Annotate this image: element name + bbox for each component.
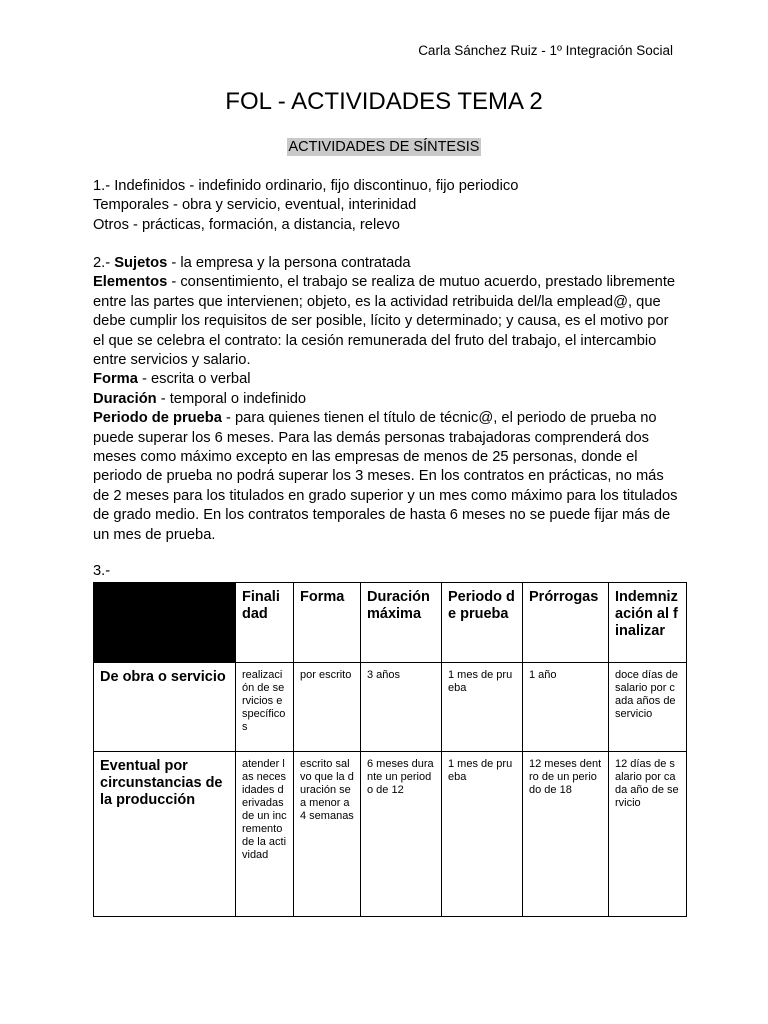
table-header-cell: Indemnización al finalizar bbox=[609, 583, 687, 663]
table-cell: 12 días de salario por cada año de servicio bbox=[609, 752, 687, 917]
answer-1-line-2: Temporales - obra y servicio, eventual, interinidad bbox=[93, 197, 417, 214]
table-header-cell: Finalidad bbox=[236, 583, 294, 663]
table-cell: 1 mes de prueba bbox=[442, 752, 523, 917]
table-row bbox=[94, 752, 687, 917]
forma-paragraph bbox=[93, 370, 683, 389]
elementos-label: Elementos bbox=[93, 274, 168, 291]
elementos-paragraph bbox=[93, 273, 683, 370]
answer-2 bbox=[93, 254, 683, 545]
document-title: FOL - ACTIVIDADES TEMA 2 bbox=[225, 88, 543, 115]
duracion-label: Duración bbox=[93, 390, 157, 407]
periodo-text: - para quienes tienen el título de técnic@, el periodo de prueba no puede superar los 6 meses. Para las demás personas trabajadoras comprenderá dos meses como máximo excepto en las empresas de menos de 25 personas, donde el periodo de prueba no podrá superar los 3 meses. En los contratos en prácticas, no más de 2 meses para los titulados en grado superior y un mes como máximo para los titulados de grado medio. En los contratos temporales de hasta 6 meses no se puede fijar más de un mes de prueba. bbox=[93, 410, 678, 543]
duracion-paragraph bbox=[93, 390, 683, 409]
periodo-paragraph bbox=[93, 409, 683, 545]
answer-1 bbox=[93, 177, 683, 235]
section-heading-text: ACTIVIDADES DE SÍNTESIS bbox=[288, 139, 480, 155]
answer-1-line-1: 1.- Indefinidos - indefinido ordinario, fijo discontinuo, fijo periodico bbox=[93, 178, 519, 194]
table-cell: por escrito bbox=[294, 663, 361, 752]
table-row-label: De obra o servicio bbox=[94, 663, 236, 752]
table-cell: 12 meses dentro de un periodo de 18 bbox=[523, 752, 609, 917]
table-row-label: Eventual por circunstancias de la producción bbox=[94, 752, 236, 917]
section-heading bbox=[0, 138, 768, 156]
table-header-cell: Periodo de prueba bbox=[442, 583, 523, 663]
table-cell: doce días de salario por cada años de servicio bbox=[609, 663, 687, 752]
table-cell: atender las necesidades derivadas de un incremento de la actividad bbox=[236, 752, 294, 917]
table-cell: escrito salvo que la duración sea menor a 4 semanas bbox=[294, 752, 361, 917]
table-header-cell: Forma bbox=[294, 583, 361, 663]
forma-label: Forma bbox=[93, 371, 138, 388]
duracion-text: - temporal o indefinido bbox=[156, 390, 307, 407]
table-cell: 6 meses durante un periodo de 12 bbox=[361, 752, 442, 917]
table-row bbox=[94, 663, 687, 752]
sujetos-paragraph bbox=[93, 254, 683, 273]
table-header-row bbox=[94, 583, 687, 663]
table-header-cell: Prórrogas bbox=[523, 583, 609, 663]
periodo-label: Periodo de prueba bbox=[93, 410, 222, 427]
table-cell: 1 mes de prueba bbox=[442, 663, 523, 752]
answer-2-prefix: 2.- bbox=[93, 255, 115, 271]
forma-text: - escrita o verbal bbox=[137, 371, 251, 388]
elementos-text: - consentimiento, el trabajo se realiza de mutuo acuerdo, prestado libremente entre las partes que intervienen; objeto, es la actividad retribuida del/la emplead@, que debe cumplir los requisitos de ser posible, lícito y determinado; y causa, es el motivo por el que se celebra el contrato: la cesión remunerada del fruto del trabajo, el intercambio entre servicios y salario. bbox=[93, 274, 676, 369]
table-cell: 1 año bbox=[523, 663, 609, 752]
answer-3-label: 3.- bbox=[93, 563, 111, 579]
table-cell: realización de servicios específicos bbox=[236, 663, 294, 752]
table-corner-cell bbox=[94, 583, 236, 663]
sujetos-text: - la empresa y la persona contratada bbox=[167, 255, 411, 271]
sujetos-label: Sujetos bbox=[114, 255, 168, 271]
table-header-cell: Duración máxima bbox=[361, 583, 442, 663]
answer-1-line-3: Otros - prácticas, formación, a distancia, relevo bbox=[93, 216, 400, 233]
author-header: Carla Sánchez Ruiz - 1º Integración Social bbox=[418, 43, 673, 58]
contracts-table bbox=[93, 582, 687, 917]
table-cell: 3 años bbox=[361, 663, 442, 752]
